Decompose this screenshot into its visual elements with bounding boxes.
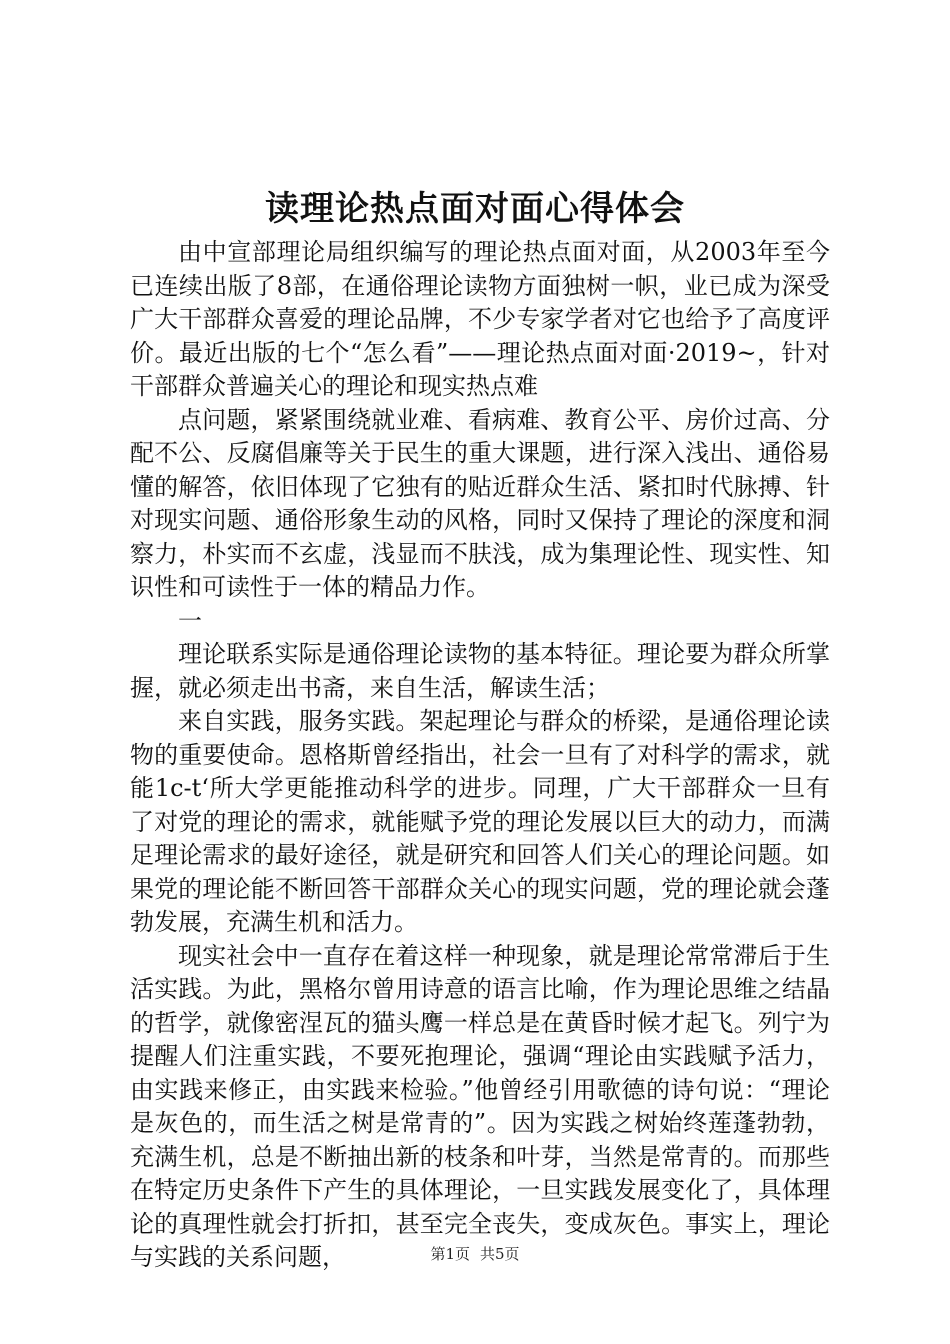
page-number: 第1页	[430, 1245, 470, 1263]
paragraph-theory-practice: 理论联系实际是通俗理论读物的基本特征。理论要为群众所掌握，就必须走出书斋，来自生活，解读生活；	[130, 640, 830, 702]
paragraph-intro-continued: 点问题，紧紧围绕就业难、看病难、教育公平、房价过高、分配不公、反腐倡廉等关于民生的重大课题，进行深入浅出、通俗易懂的解答，依旧体现了它独有的贴近群众生活、紧扣时代脉搏、针对现实问题、通俗形象生动的风格，同时又保持了理论的深度和洞察力，朴实而不玄虚，浅显而不肤浅，成为集理论性、现实性、知识性和可读性于一体的精品力作。	[130, 405, 830, 601]
paragraph-from-practice: 来自实践，服务实践。架起理论与群众的桥梁，是通俗理论读物的重要使命。恩格斯曾经指出，社会一旦有了对科学的需求，就能1c-t‘所大学更能推动科学的进步。同理，广大干部群众一旦有了对党的理论的需求，就能赋予党的理论发展以巨大的动力，而满足理论需求的最好途径，就是研究和回答人们关心的理论问题。如果党的理论能不断回答干部群众关心的现实问题，党的理论就会蓬勃发展，充满生机和活力。	[130, 707, 830, 936]
page-count: 共5页	[480, 1245, 520, 1263]
document-title: 读理论热点面对面心得体会	[265, 189, 685, 229]
document-body	[130, 236, 830, 1275]
page-footer	[0, 1244, 950, 1264]
paragraph-reality: 现实社会中一直存在着这样一种现象，就是理论常常滞后于生活实践。为此，黑格尔曾用诗意的语言比喻，作为理论思维之结晶的哲学，就像密涅瓦的猫头鹰一样总是在黄昏时候才起飞。列宁为提醒人们注重实践，不要死抱理论，强调“理论由实践赋予活力，由实践来修正，由实践来检验。”他曾经引用歌德的诗句说：“理论是灰色的，而生活之树是常青的”。因为实践之树始终莲蓬勃勃，充满生机，总是不断抽出新的枝条和叶芽，当然是常青的。而那些在特定历史条件下产生的具体理论，一旦实践发展变化了，具体理论的真理性就会打折扣，甚至完全丧失，变成灰色。事实上，理论与实践的关系问题，	[130, 941, 830, 1271]
paragraph-intro: 由中宣部理论局组织编写的理论热点面对面，从2003年至今已连续出版了8部，在通俗理论读物方面独树一帜，业已成为深受广大干部群众喜爱的理论品牌，不少专家学者对它也给予了高度评价。最近出版的七个“怎么看”——理论热点面对面·2019~，针对干部群众普遍关心的理论和现实热点难	[130, 238, 830, 400]
section-number: 一	[178, 606, 202, 635]
